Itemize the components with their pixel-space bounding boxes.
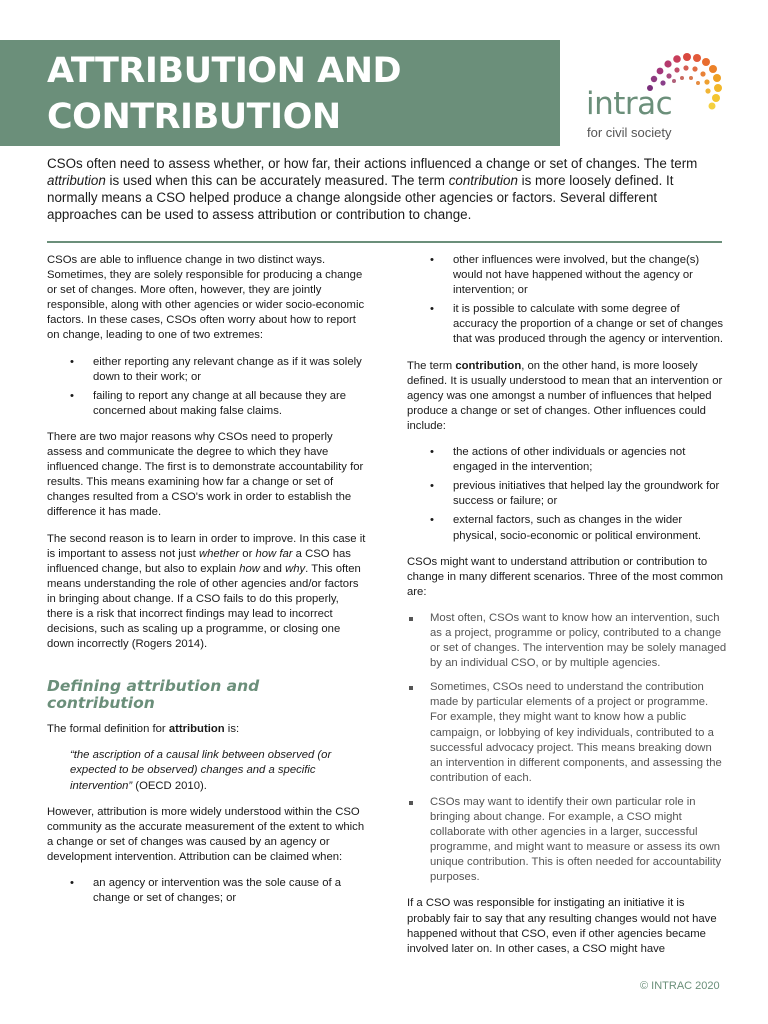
- copyright-footer: © INTRAC 2020: [640, 980, 720, 992]
- paragraph: CSOs are able to influence change in two distinct ways. Sometimes, they are solely responsible for producing a change or set of changes. More often, however, they are jointly responsible, along with other agencies or wider socio-economic factors. In these cases, CSOs often worry about how to report on change, leading to one of two extremes:: [47, 254, 365, 342]
- intrac-logo: [586, 50, 726, 142]
- paragraph: There are two major reasons why CSOs need to properly assess and communicate the degree to which they have influenced change. The first is to demonstrate accountability for results. This means examining how far a change or set of changes resulted from a CSO's work in order to establish the difference it has made.: [47, 430, 364, 519]
- list-item: • it is possible to calculate with some degree of accuracy the proportion of a change or set of changes that was produced through the agency or intervention.: [407, 302, 727, 347]
- paragraph: If a CSO was responsible for instigating an initiative it is probably fair to say that any resulting changes would not have happened without that CSO, even if other agencies became involved later on. In other cases, a CSO might have: [407, 897, 717, 955]
- section-heading: Defining attribution and contribution: [47, 677, 260, 713]
- paragraph: The term contribution, on the other hand, is more loosely defined. It is usually understood to mean that an intervention or agency was one amongst a number of influences that helped produce a change or set of changes. Other influences could include:: [407, 359, 723, 432]
- list-item: • an agency or intervention was the sole cause of a change or set of changes; or: [47, 876, 367, 906]
- bullet-list: [407, 445, 727, 544]
- bullet-list: [407, 253, 727, 348]
- list-item: • external factors, such as changes in the wider physical, socio-economic or political environment.: [407, 513, 727, 543]
- list-item: • other influences were involved, but the change(s) would not have happened without the agency or intervention; or: [407, 253, 727, 298]
- square-bullet-list: [407, 611, 727, 886]
- paragraph: However, attribution is more widely understood within the CSO community as the accurate measurement of the extent to which a change or set of changes was caused by an agency or development intervention. Attribution can be claimed when:: [47, 805, 365, 863]
- list-item: CSOs may want to identify their own particular role in bringing about change. For example, a CSO might collaborate with other agencies in a larger, successful programme, and might want to measure or assess its own unique contribution. This is often needed for accountability purposes.: [407, 795, 727, 886]
- list-item: • previous initiatives that helped lay the groundwork for success or failure; or: [407, 479, 727, 509]
- left-column: [47, 253, 367, 917]
- logo-wordmark: intrac: [586, 86, 673, 122]
- list-item: • failing to report any change at all because they are concerned about making false claims.: [47, 389, 367, 419]
- list-item: • either reporting any relevant change as if it was solely down to their work; or: [47, 355, 367, 385]
- paragraph: CSOs might want to understand attribution or contribution to change in many different scenarios. Three of the most common are:: [407, 555, 724, 598]
- intro-paragraph: CSOs often need to assess whether, or how far, their actions influenced a change or set of changes. The term attribution is used when this can be accurately measured. The term contribution is more loosely defined. It normally means a CSO helped produce a change alongside other agencies or factors. Several different approaches can be used to assess attribution or contribution to change.: [47, 156, 698, 222]
- list-item: Sometimes, CSOs need to understand the contribution made by particular elements of a project or programme. For example, they might want to know how a public campaign, or lobbying of key individuals, contributed to a successful advocacy project. This means breaking down an intervention in different components, and assessing the contribution of each.: [407, 680, 727, 786]
- bullet-list: [47, 355, 367, 419]
- paragraph: The second reason is to learn in order to improve. In this case it is important to assess not just whether or how far a CSO has influenced change, but also to explain how and why. This often means understanding the role of other agencies and/or factors in bringing about change. If a CSO fails to do this properly, there is a risk that incorrect findings may lead to incorrect decisions, such as scaling up a programme, or closing one down incorrectly (Rogers 2014).: [47, 532, 366, 651]
- logo-tagline: for civil society: [587, 125, 672, 140]
- bullet-list: [47, 876, 367, 906]
- right-column: [407, 253, 727, 968]
- paragraph: The formal definition for attribution is:: [47, 723, 240, 736]
- list-item: • the actions of other individuals or agencies not engaged in the intervention;: [407, 445, 727, 475]
- section-divider: [47, 241, 722, 243]
- page-title: ATTRIBUTION AND CONTRIBUTION: [47, 51, 402, 137]
- list-item: Most often, CSOs want to know how an intervention, such as a project, programme or policy, contributed to a change or set of changes. The intervention may be solely managed by an individual CSO, or by multiple agencies.: [407, 611, 727, 671]
- definition-quote: “the ascription of a causal link between observed (or expected to be observed) changes and a specific intervention” (OECD 2010).: [70, 749, 332, 792]
